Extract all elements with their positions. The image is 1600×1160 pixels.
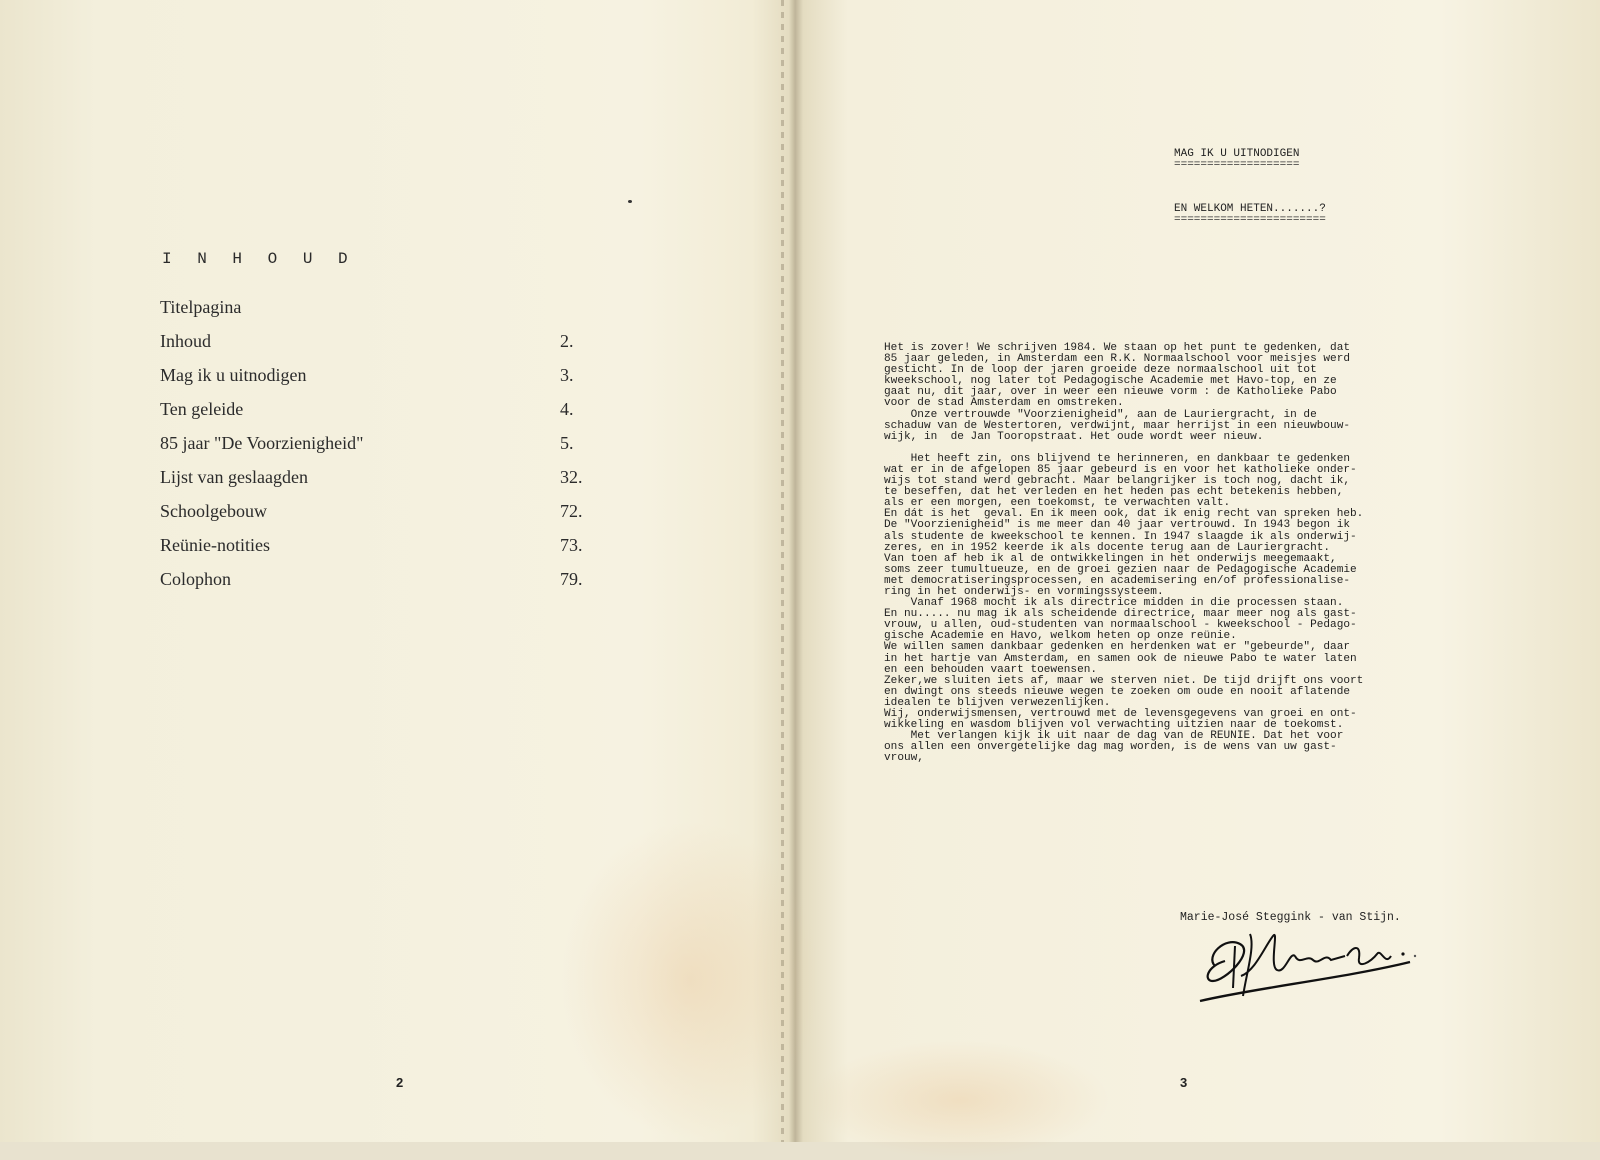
toc-item-title: Mag ik u uitnodigen bbox=[160, 365, 307, 385]
ink-speck bbox=[628, 200, 632, 203]
letter-line: wat er in de afgelopen 85 jaar gebeurd is en voor het katholieke onder- bbox=[884, 463, 1357, 476]
letter-line: Wij, onderwijsmensen, vertrouwd met de levensgegevens van groei en ont- bbox=[884, 708, 1357, 720]
letter-line: met democratiseringsprocessen, en academisering en/of professionalise- bbox=[884, 574, 1351, 587]
letter-line: gische Academie en Havo, welkom heten op onze reünie. bbox=[884, 630, 1237, 643]
toc-item-title: Schoolgebouw bbox=[160, 501, 267, 521]
letter-line: vrouw, u allen, oud-studenten van normaalschool - kweekschool - Pedago- bbox=[884, 619, 1357, 632]
toc-item bbox=[160, 398, 600, 432]
toc-item-title: Inhoud bbox=[160, 331, 211, 351]
letter-line: voor de stad Amsterdam en omstreken. bbox=[884, 397, 1124, 410]
letter-line: als er een morgen, een toekomst, te verwachten valt. bbox=[884, 497, 1231, 510]
subtitle-underline: ======================= bbox=[1174, 216, 1326, 224]
toc-heading: I N H O U D bbox=[162, 250, 356, 268]
toc-item-page: 2. bbox=[560, 331, 574, 351]
toc-item-page: 79. bbox=[560, 569, 583, 589]
letter-line: De "Voorzienigheid" is me meer dan 40 jaar vertrouwd. In 1943 begon ik bbox=[884, 519, 1351, 532]
letter-line: ons allen een onvergetelijke dag mag worden, is de wens van uw gast- bbox=[884, 741, 1337, 754]
letter-line: gesticht. In de loop der jaren groeide deze normaalschool uit tot bbox=[884, 364, 1317, 377]
letter-line: schaduw van de Westertoren, verdwijnt, maar herrijst in een nieuwbouw- bbox=[884, 419, 1351, 432]
toc-item-title: 85 jaar "De Voorzienigheid" bbox=[160, 433, 364, 453]
toc-item-title: Reünie-notities bbox=[160, 535, 270, 555]
letter-line: En nu..... nu mag ik als scheidende directrice, maar meer nog als gast- bbox=[884, 608, 1357, 621]
letter-line: gaat nu, dit jaar, over in weer een nieuwe vorm : de Katholieke Pabo bbox=[884, 386, 1337, 399]
title-block bbox=[1174, 148, 1299, 169]
letter-body bbox=[884, 343, 1504, 764]
letter-line: Vanaf 1968 mocht ik als directrice midden in die processen staan. bbox=[884, 597, 1344, 610]
letter-line: Onze vertrouwde "Voorzienigheid", aan de Lauriergracht, in de bbox=[884, 408, 1317, 421]
toc-item bbox=[160, 568, 600, 602]
toc-item bbox=[160, 500, 600, 534]
letter-line: We willen samen dankbaar gedenken en herdenken wat er "gebeurde", daar bbox=[884, 641, 1351, 654]
left-page bbox=[0, 0, 793, 1142]
title-underline: =================== bbox=[1174, 161, 1300, 169]
letter-line: soms zeer tumultueuze, en de groei gezien naar de Pedagogische Academie bbox=[884, 563, 1357, 576]
table-of-contents bbox=[160, 296, 600, 602]
letter-line: kweekschool, nog later tot Pedagogische Academie met Havo-top, en ze bbox=[884, 375, 1337, 388]
toc-item-title: Titelpagina bbox=[160, 297, 242, 317]
toc-item-page: 73. bbox=[560, 535, 583, 555]
letter-line: Zeker,we sluiten iets af, maar we sterven niet. De tijd drijft ons voort bbox=[884, 674, 1364, 687]
page-number: 3 bbox=[1180, 1075, 1188, 1090]
letter-line: als studente de kweekschool te kennen. In 1947 slaagde ik als onderwij- bbox=[884, 530, 1357, 543]
letter-line: zeres, en in 1952 keerde ik als docente terug aan de Lauriergracht. bbox=[884, 541, 1331, 554]
toc-item bbox=[160, 534, 600, 568]
page-title: MAG IK U UITNODIGEN bbox=[1174, 148, 1300, 160]
toc-item-page: 32. bbox=[560, 467, 583, 487]
letter-line: Het is zover! We schrijven 1984. We staan op het punt te gedenken, dat bbox=[884, 342, 1351, 354]
toc-item bbox=[160, 330, 600, 364]
letter-line: en dwingt ons steeds nieuwe wegen te zoeken om oude en nooit aflatende bbox=[884, 685, 1351, 698]
toc-item-page: 5. bbox=[560, 433, 574, 453]
letter-line: vrouw, bbox=[884, 752, 924, 765]
signature-name: Marie-José Steggink - van Stijn. bbox=[1180, 911, 1401, 924]
toc-item-title: Ten geleide bbox=[160, 399, 244, 419]
toc-item-title: Colophon bbox=[160, 569, 232, 589]
letter-line: wijk, in de Jan Tooropstraat. Het oude wordt weer nieuw. bbox=[884, 430, 1264, 443]
toc-item bbox=[160, 466, 600, 500]
letter-line: Met verlangen kijk ik uit naar de dag van de REUNIE. Dat het voor bbox=[884, 730, 1344, 743]
letter-line: in het hartje van Amsterdam, en samen ook de nieuwe Pabo te water laten bbox=[884, 652, 1357, 665]
subtitle-block bbox=[1174, 203, 1326, 224]
toc-item-page: 4. bbox=[560, 399, 574, 419]
letter-line: ring in het onderwijs- en vormingssysteem. bbox=[884, 585, 1164, 598]
toc-item-page: 3. bbox=[560, 365, 574, 385]
toc-item bbox=[160, 296, 600, 330]
toc-item-page bbox=[560, 296, 600, 330]
toc-item bbox=[160, 364, 600, 398]
letter-line: idealen te blijven verwezenlijken. bbox=[884, 696, 1111, 709]
letter-line: wijs tot stand werd gebracht. Maar belangrijker is toch nog, dacht ik, bbox=[884, 475, 1351, 488]
toc-item bbox=[160, 432, 600, 466]
letter-line: Het heeft zin, ons blijvend te herinneren, en dankbaar te gedenken bbox=[884, 452, 1351, 465]
page-number: 2 bbox=[396, 1075, 404, 1090]
letter-line: 85 jaar geleden, in Amsterdam een R.K. Normaalschool voor meisjes werd bbox=[884, 353, 1351, 366]
page-subtitle: EN WELKOM HETEN.......? bbox=[1174, 203, 1326, 215]
letter-line: En dát is het geval. En ik meen ook, dat ik enig recht van spreken heb. bbox=[884, 508, 1364, 521]
letter-line: en een behouden vaart toewensen. bbox=[884, 663, 1098, 676]
toc-item-title: Lijst van geslaagden bbox=[160, 467, 308, 487]
letter-line: wikkeling en wasdom blijven vol verwachting uitzien naar de toekomst. bbox=[884, 719, 1344, 732]
letter-line: Van toen af heb ik al de ontwikkelingen in het onderwijs meegemaakt, bbox=[884, 552, 1337, 565]
handwritten-signature bbox=[1195, 926, 1445, 1036]
toc-item-page: 72. bbox=[560, 501, 583, 521]
letter-line: te beseffen, dat het verleden en het heden pas echt betekenis hebben, bbox=[884, 486, 1344, 499]
